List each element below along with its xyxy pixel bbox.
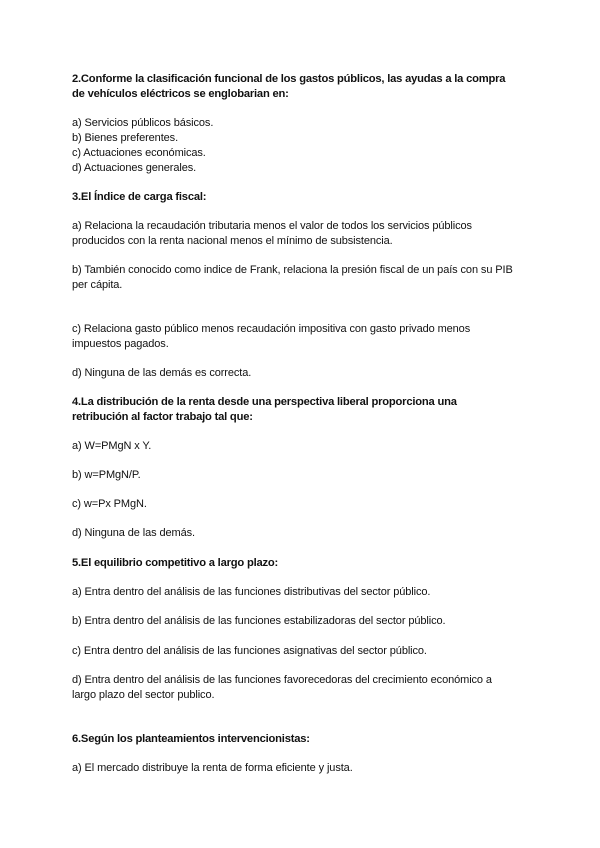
question-2-option-b: b) Bienes preferentes.: [72, 132, 179, 144]
question-4-option-a: a) W=PMgN x Y.: [72, 440, 152, 452]
question-6-title: 6.Según los planteamientos intervencionistas:: [72, 733, 310, 745]
question-4-option-c: c) w=Px PMgN.: [72, 498, 147, 510]
question-3-option-b: b) También conocido como indice de Frank, relaciona la presión fiscal de un país con su PIB per cápita.: [72, 264, 513, 291]
question-2-option-d: d) Actuaciones generales.: [72, 162, 197, 174]
question-2-option-a: a) Servicios públicos básicos.: [72, 117, 214, 129]
question-3-option-d: d) Ninguna de las demás es correcta.: [72, 367, 252, 379]
question-3-option-a: a) Relaciona la recaudación tributaria menos el valor de todos los servicios públicos producidos con la renta nacional menos el mínimo de subsistencia.: [72, 220, 472, 247]
question-5-option-b: b) Entra dentro del análisis de las funciones estabilizadoras del sector público.: [72, 615, 446, 627]
question-2-option-c: c) Actuaciones económicas.: [72, 147, 206, 159]
question-3-title: 3.El Índice de carga fiscal:: [72, 191, 207, 203]
question-4-option-b: b) w=PMgN/P.: [72, 469, 141, 481]
question-5-option-a: a) Entra dentro del análisis de las funciones distributivas del sector público.: [72, 586, 431, 598]
question-5-option-c: c) Entra dentro del análisis de las funciones asignativas del sector público.: [72, 645, 427, 657]
question-4-title: 4.La distribución de la renta desde una perspectiva liberal proporciona una retribución al factor trabajo tal que:: [72, 396, 457, 423]
question-5-title: 5.El equilibrio competitivo a largo plazo:: [72, 557, 279, 569]
question-3-option-c: c) Relaciona gasto público menos recaudación impositiva con gasto privado menos impuestos pagados.: [72, 323, 471, 350]
question-6-option-a: a) El mercado distribuye la renta de forma eficiente y justa.: [72, 762, 353, 774]
question-2-title: 2.Conforme la clasificación funcional de los gastos públicos, las ayudas a la compra de vehículos eléctricos se englobarian en:: [72, 73, 506, 100]
question-4-option-d: d) Ninguna de las demás.: [72, 527, 195, 539]
question-5-option-d: d) Entra dentro del análisis de las funciones favorecedoras del crecimiento económico a largo plazo del sector publico.: [72, 674, 492, 701]
